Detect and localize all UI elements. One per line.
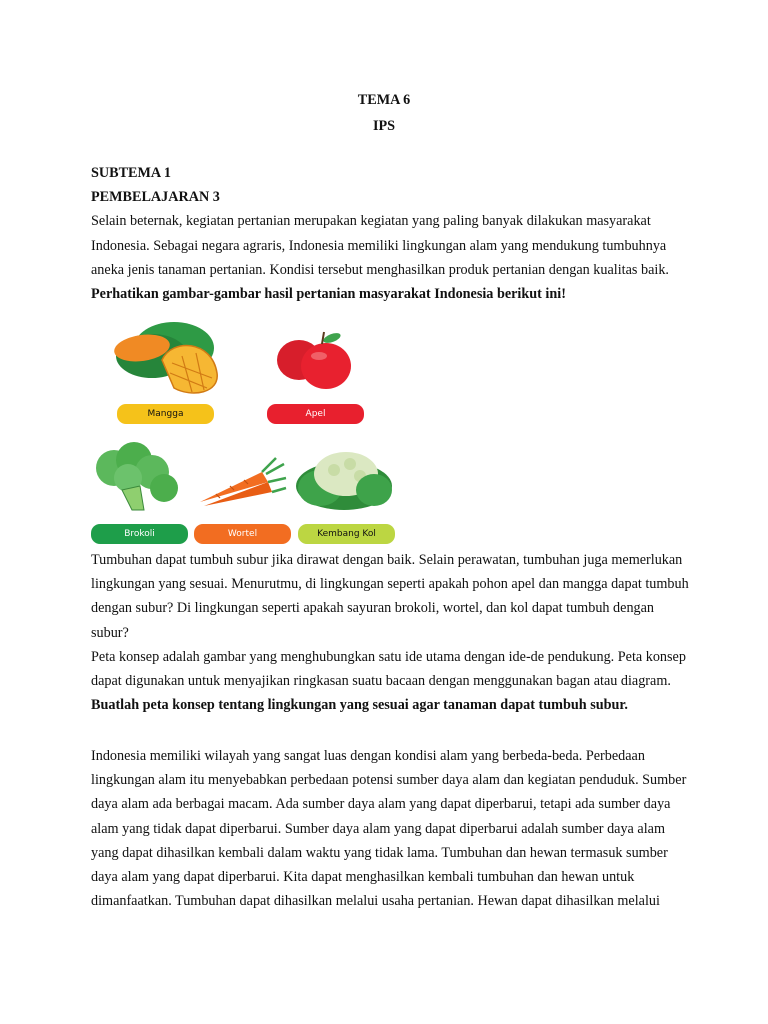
paragraph-line: dapat digunakan untuk menyajikan ringkasan suatu bacaan dengan menggunakan bagan atau diagram.: [91, 672, 671, 689]
paragraph-line: Tumbuhan dapat tumbuh subur jika dirawat dengan baik. Selain perawatan, tumbuhan juga memerlukan: [91, 552, 683, 568]
paragraph-line: subur?: [91, 624, 129, 641]
lesson-heading: PEMBELAJARAN 3: [91, 189, 220, 206]
paragraph-line: dimanfaatkan. Tumbuhan dapat dihasilkan melalui usaha pertanian. Hewan dapat dihasilkan melalui: [91, 893, 660, 910]
apple-illustration: [274, 330, 354, 392]
paragraph-line: Selain beternak, kegiatan pertanian merupakan kegiatan yang paling banyak dilakukan masyarakat: [91, 213, 651, 230]
broccoli-illustration: [92, 442, 182, 512]
label-mango: [117, 404, 214, 424]
text-block-3: [91, 744, 691, 913]
carrot-illustration: [196, 456, 288, 508]
label-cauliflower: [298, 524, 395, 544]
paragraph-line: Indonesia memiliki wilayah yang sangat luas dengan kondisi alam yang berbeda-beda. Perbedaan: [91, 748, 645, 764]
paragraph-line: daya alam ada berbagai macam. Ada sumber daya alam yang dapat diperbarui, tetapi ada sumber daya: [91, 796, 671, 813]
paragraph-line: Indonesia. Sebagai negara agraris, Indonesia memiliki lingkungan alam yang mendukung tumbuhnya: [91, 237, 667, 254]
paragraph-line: lingkungan yang sesuai. Menurutmu, di lingkungan seperti apakah pohon apel dan mangga dapat tumbuh: [91, 576, 689, 593]
paragraph-line: daya alam yang dapat diperbarui. Kita dapat menghasilkan kembali tumbuhan dan hewan untuk: [91, 868, 635, 885]
mango-illustration: [112, 318, 222, 398]
paragraph-line: yang dapat dihasilkan kembali dalam waktu yang tidak lama. Tumbuhan dan hewan termasuk sumber: [91, 844, 668, 861]
label-mango-text: Mangga: [147, 409, 184, 419]
paragraph-line: alam yang tidak dapat diperbarui. Sumber daya alam yang dapat diperbarui adalah sumber daya alam: [91, 820, 665, 837]
label-carrot-text: Wortel: [227, 529, 258, 539]
subject-heading: IPS: [372, 118, 396, 134]
label-carrot: [194, 524, 291, 544]
label-broccoli: [91, 524, 188, 544]
paragraph-line: dengan subur? Di lingkungan seperti apakah sayuran brokoli, wortel, dan kol dapat tumbuh dengan: [91, 600, 655, 617]
label-broccoli-text: Brokoli: [124, 529, 155, 539]
subtheme-heading: SUBTEMA 1: [91, 165, 172, 181]
instruction-line: Perhatikan gambar-gambar hasil pertanian masyarakat Indonesia berikut ini!: [91, 285, 566, 302]
label-apple: [267, 404, 364, 424]
paragraph-line: lingkungan alam itu menyebabkan perbedaan potensi sumber daya alam dan kegiatan penduduk. Sumber: [91, 772, 687, 789]
text-block-2: [91, 548, 691, 717]
label-cauliflower-text: Kembang Kol: [317, 529, 376, 539]
text-block-1: [91, 161, 691, 306]
label-apple-text: Apel: [305, 409, 326, 419]
paragraph-line: Peta konsep adalah gambar yang menghubungkan satu ide utama dengan ide-de pendukung. Peta konsep: [91, 648, 686, 665]
instruction-line: Buatlah peta konsep tentang lingkungan yang sesuai agar tanaman dapat tumbuh subur.: [91, 697, 628, 714]
cauliflower-illustration: [294, 448, 394, 510]
theme-heading: TEMA 6: [357, 92, 411, 108]
paragraph-line: aneka jenis tanaman pertanian. Kondisi tersebut menghasilkan produk pertanian dengan kualitas baik.: [91, 261, 669, 278]
